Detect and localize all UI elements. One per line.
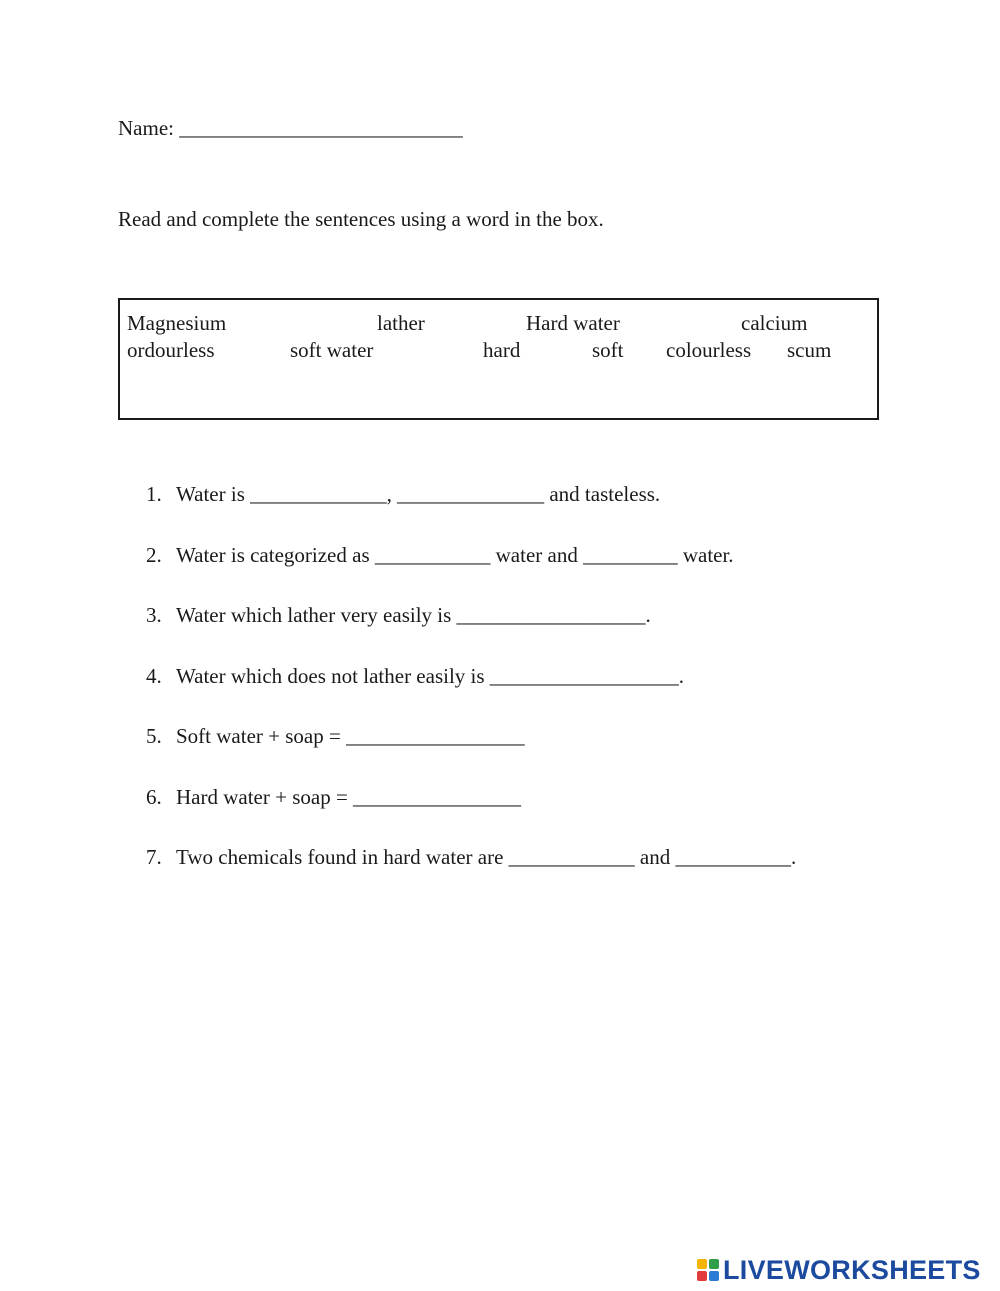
word-scum: scum — [787, 338, 832, 362]
question-text: Water which does not lather easily is __________________. — [176, 663, 685, 688]
question-number: 4. — [146, 663, 162, 688]
question-text: Water is categorized as ___________ water and _________ water. — [176, 542, 734, 567]
question-item — [146, 724, 796, 785]
question-text: Two chemicals found in hard water are ____________ and ___________. — [176, 845, 797, 869]
question-text: Hard water + soap = ________________ — [176, 784, 522, 809]
question-item — [146, 664, 796, 725]
question-text: Soft water + soap = _________________ — [176, 724, 525, 748]
logo-block-red — [697, 1271, 707, 1281]
question-number: 3. — [146, 603, 162, 627]
word-colourless: colourless — [666, 338, 752, 362]
word-hard: hard — [483, 338, 521, 362]
question-item — [146, 785, 796, 846]
liveworksheets-logo — [697, 1253, 981, 1287]
question-number: 6. — [146, 784, 162, 809]
word-calcium: calcium — [741, 311, 808, 335]
question-number: 2. — [146, 542, 162, 567]
word-lather: lather — [377, 311, 425, 335]
word-hard-water: Hard water — [526, 311, 620, 335]
word-soft: soft — [592, 338, 624, 362]
question-item — [146, 543, 796, 604]
question-number: 7. — [146, 845, 162, 869]
question-item — [146, 845, 796, 906]
logo-block-yellow — [697, 1259, 707, 1269]
word-magnesium: Magnesium — [127, 311, 227, 335]
question-text: Water is _____________, ______________ and tasteless. — [176, 482, 661, 506]
instruction-text: Read and complete the sentences using a word in the box. — [118, 207, 604, 231]
name-field-line: Name: ___________________________ — [118, 116, 463, 140]
question-number: 5. — [146, 724, 162, 748]
word-soft-water: soft water — [290, 338, 374, 362]
word-ordourless: ordourless — [127, 338, 215, 362]
logo-blocks-icon — [697, 1259, 719, 1281]
logo-text: LIVEWORKSHEETS — [723, 1254, 981, 1285]
question-item — [146, 482, 796, 543]
question-text: Water which lather very easily is __________________. — [176, 603, 651, 627]
logo-block-green — [709, 1259, 719, 1269]
word-box — [118, 298, 879, 420]
logo-block-blue — [709, 1271, 719, 1281]
question-list — [146, 482, 796, 906]
question-item — [146, 603, 796, 664]
question-number: 1. — [146, 482, 162, 506]
